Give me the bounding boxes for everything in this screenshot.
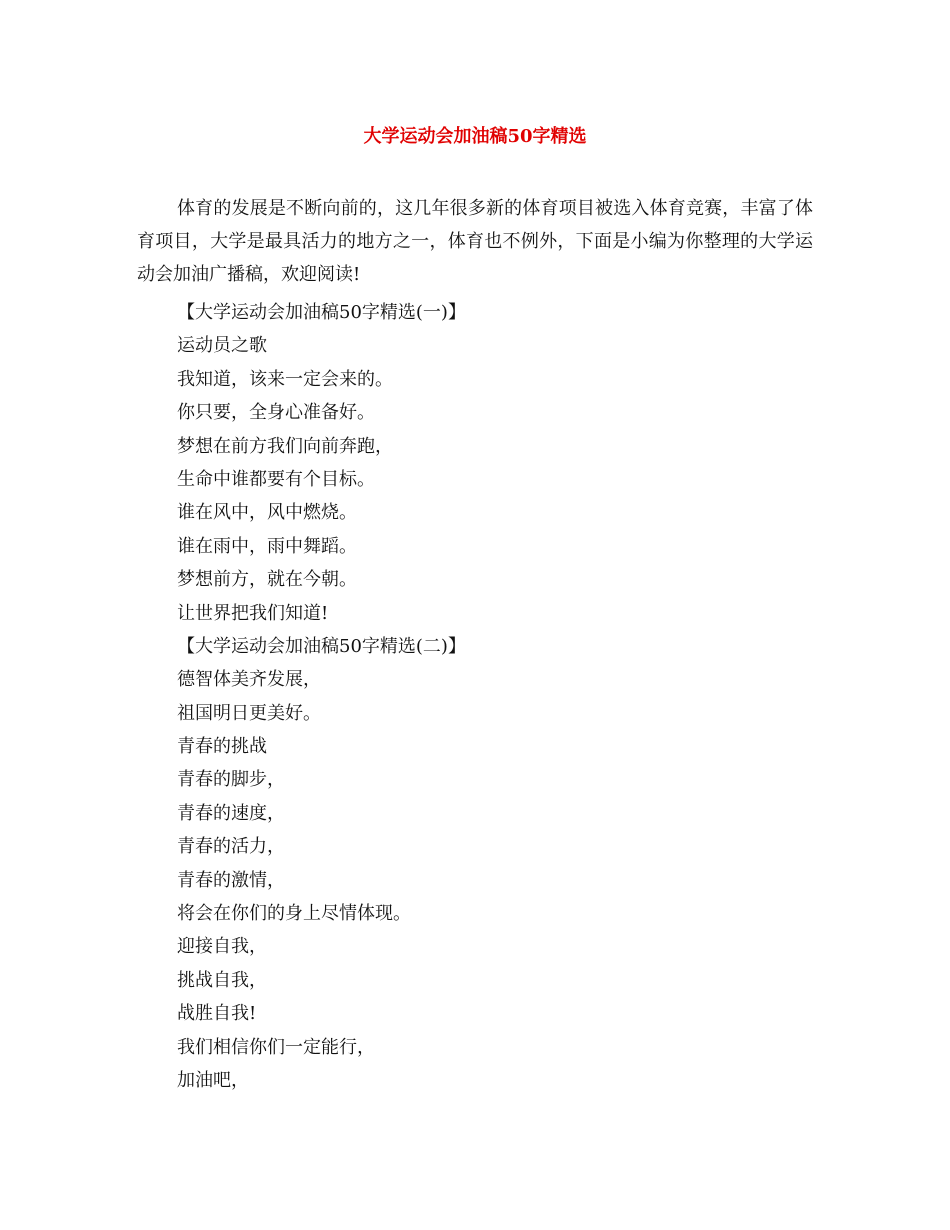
text-line: 祖国明日更美好。 — [177, 702, 321, 724]
text-line: 生命中谁都要有个目标。 — [177, 468, 375, 490]
text-line: 加油吧， — [177, 1069, 249, 1091]
text-line: 挑战自我， — [177, 969, 267, 991]
text-line: 谁在雨中，雨中舞蹈。 — [177, 535, 357, 557]
text-line: 德智体美齐发展， — [177, 669, 321, 691]
text-line: 战胜自我! — [177, 1003, 257, 1025]
text-line: 将会在你们的身上尽情体现。 — [177, 903, 411, 925]
text-line: 运动员之歌 — [177, 335, 267, 357]
text-line: 谁在风中，风中燃烧。 — [177, 502, 357, 524]
text-line: 梦想前方，就在今朝。 — [177, 569, 357, 591]
poem-lines — [177, 296, 817, 1097]
text-line: 青春的挑战 — [177, 736, 267, 758]
text-line: 梦想在前方我们向前奔跑， — [177, 435, 393, 457]
section-heading-1: 【大学运动会加油稿50字精选(一)】 — [177, 302, 466, 323]
text-line: 青春的活力， — [177, 836, 285, 858]
text-line: 你只要，全身心准备好。 — [177, 402, 375, 424]
text-line: 青春的脚步， — [177, 769, 285, 791]
text-line: 迎接自我， — [177, 936, 267, 958]
text-line: 青春的激情， — [177, 869, 285, 891]
intro-paragraph: 体育的发展是不断向前的，这几年很多新的体育项目被选入体育竞赛，丰富了体育项目，大学是最具活力的地方之一，体育也不例外，下面是小编为你整理的大学运动会加油广播稿，欢迎阅读! — [137, 198, 813, 285]
text-line: 我知道，该来一定会来的。 — [177, 368, 393, 390]
document-title: 大学运动会加油稿50字精选 — [363, 126, 587, 147]
text-line: 我们相信你们一定能行， — [177, 1036, 375, 1058]
text-line: 让世界把我们知道! — [177, 602, 329, 624]
section-heading-2: 【大学运动会加油稿50字精选(二)】 — [177, 635, 466, 657]
text-line: 青春的速度， — [177, 802, 285, 824]
